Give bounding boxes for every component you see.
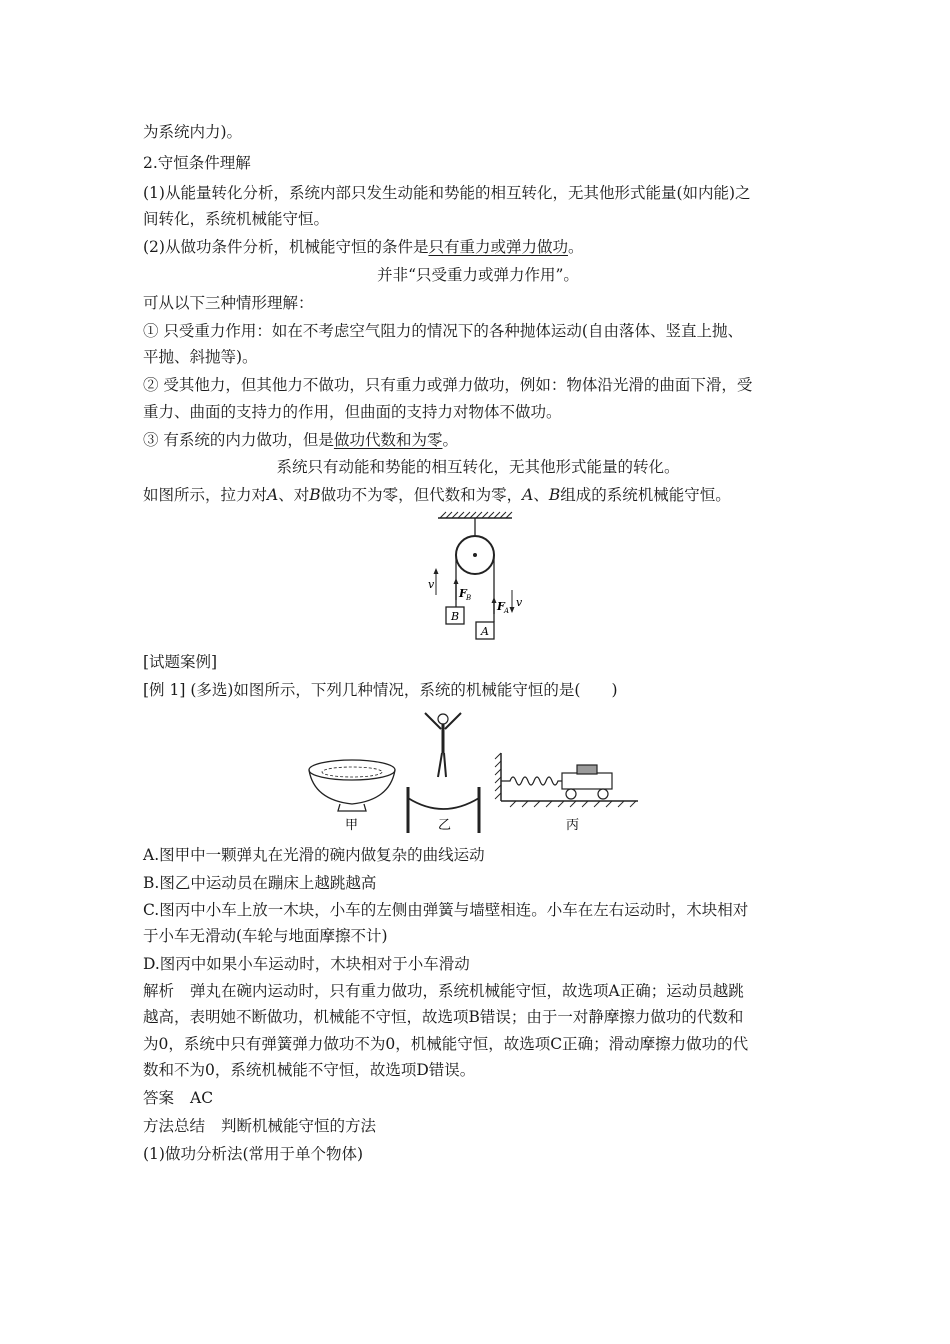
underlined-text: 只有重力或弹力做功 xyxy=(428,238,568,256)
analysis-line: 为0，系统中只有弹簧弹力做功不为0，机械能守恒，故选项C正确；滑动摩擦力做功的代 xyxy=(143,1035,749,1053)
method-summary: 方法总结 判断机械能守恒的方法 xyxy=(143,1117,377,1135)
analysis-line: 越高，表明她不断做功，机械能不守恒，故选项B错误；由于一对静摩擦力做功的代数和 xyxy=(143,1008,744,1026)
text-line: 间转化，系统机械能守恒。 xyxy=(143,210,330,228)
trampoline-drawing xyxy=(408,713,479,833)
svg-text:A: A xyxy=(504,607,510,615)
svg-text:F: F xyxy=(497,600,505,613)
centered-note: 系统只有动能和势能的相互转化，无其他形式能量的转化。 xyxy=(276,458,680,476)
analysis-line: 数和不为0，系统机械能不守恒，故选项D错误。 xyxy=(143,1061,476,1079)
bowl-drawing xyxy=(309,760,395,811)
option-a: A.图甲中一颗弹丸在光滑的碗内做复杂的曲线运动 xyxy=(143,846,485,864)
text-line: ② 受其他力，但其他力不做功，只有重力或弹力做功，例如：物体沿光滑的曲面下滑，受 xyxy=(143,376,753,394)
text-line: 平抛、斜抛等)。 xyxy=(143,348,258,366)
text-line: (1)做功分析法(常用于单个物体) xyxy=(143,1145,364,1163)
option-b: B.图乙中运动员在蹦床上越跳越高 xyxy=(143,874,377,892)
box-b-label: B xyxy=(451,610,460,623)
analysis-line: 解析 弹丸在碗内运动时，只有重力做功，系统机械能守恒，故选项A正确；运动员越跳 xyxy=(143,982,744,1000)
text-line: 如图所示，拉力对A、对B做功不为零，但代数和为零，A、B组成的系统机械能守恒。 xyxy=(143,486,731,504)
text-line: ③ 有系统的内力做功，但是做功代数和为零。 xyxy=(143,431,458,449)
example-figure xyxy=(300,705,645,835)
centered-note: 并非“只受重力或弹力作用”。 xyxy=(377,266,579,284)
option-d: D.图丙中如果小车运动时，木块相对于小车滑动 xyxy=(143,955,470,973)
text-line: ① 只受重力作用：如在不考虑空气阻力的情况下的各种抛体运动(自由落体、竖直上抛、 xyxy=(143,322,743,340)
text-line: 重力、曲面的支持力的作用，但曲面的支持力对物体不做功。 xyxy=(143,403,562,421)
example-question: [例 1] (多选)如图所示，下列几种情况，系统的机械能守恒的是( ) xyxy=(143,681,618,699)
label-bing: 丙 xyxy=(566,818,580,833)
label-v-left: v xyxy=(428,578,435,591)
underlined-text: 做功代数和为零 xyxy=(333,431,443,449)
box-a-label: A xyxy=(481,625,489,638)
section-heading: [试题案例] xyxy=(143,653,218,671)
svg-text:F: F xyxy=(459,587,467,600)
pulley-figure xyxy=(420,510,530,640)
label-yi: 乙 xyxy=(438,818,452,833)
option-c: C.图丙中小车上放一木块，小车的左侧由弹簧与墙壁相连。小车在左右运动时，木块相对 xyxy=(143,901,749,919)
label-jia: 甲 xyxy=(345,818,359,833)
text-line: (1)从能量转化分析，系统内部只发生动能和势能的相互转化，无其他形式能量(如内能)之 xyxy=(143,184,751,202)
text-line: (2)从做功条件分析，机械能守恒的条件是只有重力或弹力做功。 xyxy=(143,238,584,256)
option-c-continued: 于小车无滑动(车轮与地面摩擦不计) xyxy=(143,927,388,945)
svg-text:B: B xyxy=(466,594,472,602)
answer-line: 答案 AC xyxy=(143,1089,214,1107)
section-heading: 2.守恒条件理解 xyxy=(143,154,251,172)
text-line: 可从以下三种情形理解： xyxy=(143,294,314,312)
text-line: 为系统内力)。 xyxy=(143,123,243,141)
spring-cart-drawing xyxy=(495,753,638,807)
label-v-right: v xyxy=(516,596,523,609)
